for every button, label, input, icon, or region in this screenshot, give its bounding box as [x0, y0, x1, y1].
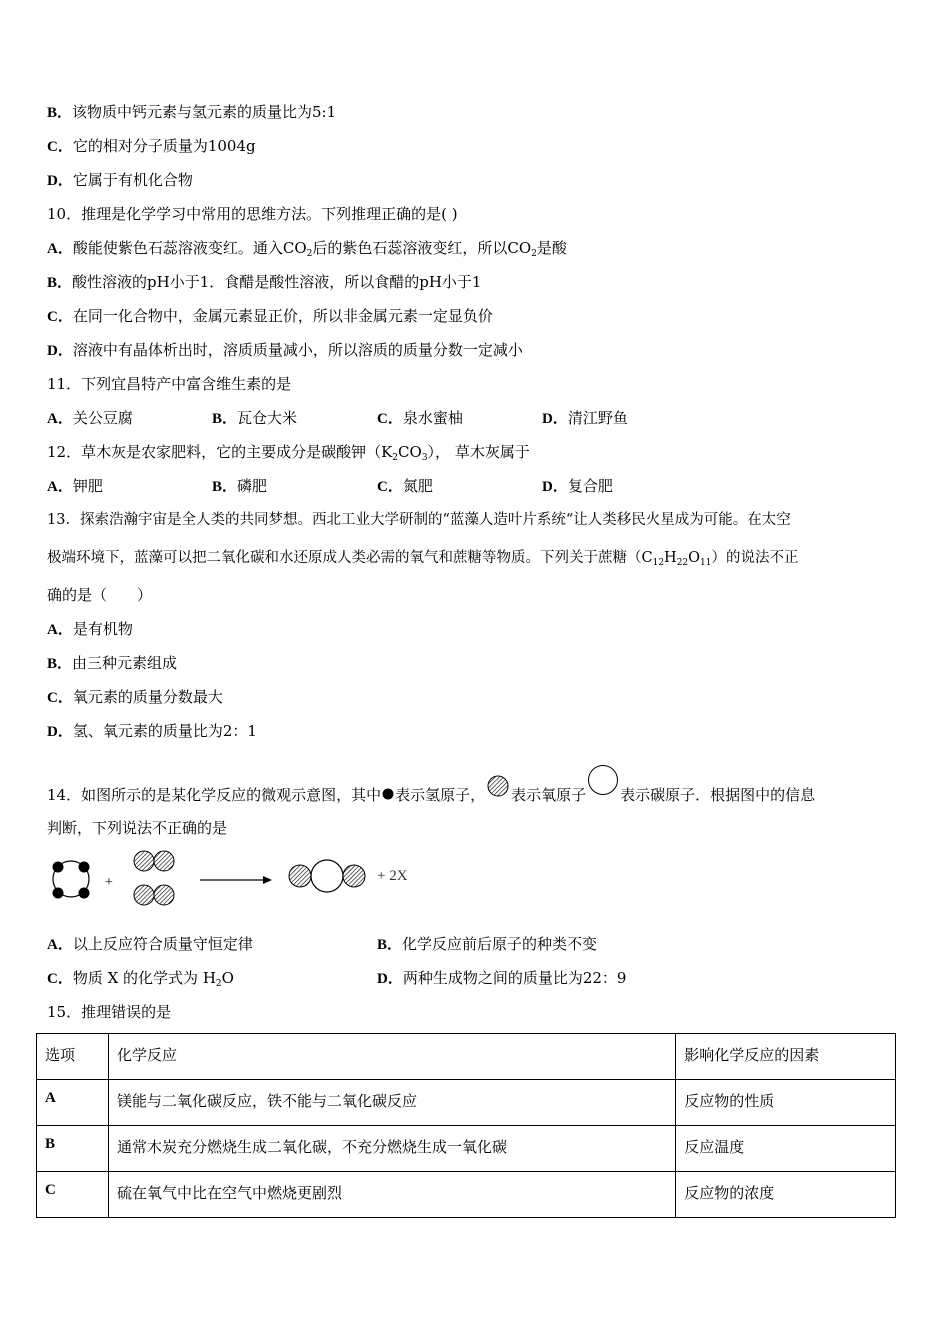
q11-option-c — [377, 408, 463, 429]
q13-stem-line3: 确的是（ ） — [47, 586, 153, 604]
text-part: 后的紫色石蕊溶液变红，所以CO — [312, 239, 532, 257]
option-label: C． — [377, 411, 403, 427]
methane-molecule — [53, 861, 90, 899]
q10-option-a — [47, 238, 567, 259]
q12-option-d — [542, 476, 613, 497]
text-part: ）， 草木灰属于 — [427, 443, 530, 461]
text-part: 表示碳原子．根据图中的信息 — [620, 786, 816, 804]
oxygen-atom-icon — [485, 774, 511, 798]
table-cell-reaction: 镁能与二氧化碳反应，铁不能与二氧化碳反应 — [108, 1080, 675, 1126]
oxygen-molecules — [134, 851, 174, 905]
option-text: 两种生成物之间的质量比为22：9 — [402, 969, 627, 987]
option-label: D． — [47, 724, 73, 740]
product-2x-label: + 2X — [377, 868, 408, 884]
table-header-cell: 影响化学反应的因素 — [676, 1034, 896, 1080]
text-part: H — [664, 550, 677, 566]
hydrogen-atom-icon — [381, 787, 395, 801]
option-text: 该物质中钙元素与氢元素的质量比为5:1 — [72, 103, 337, 121]
q13-option-b — [47, 653, 177, 674]
q11-option-b — [212, 408, 297, 429]
q12-option-b — [212, 476, 267, 497]
q11-option-a — [47, 408, 133, 429]
option-label: C． — [47, 139, 73, 155]
option-text: 氮肥 — [402, 477, 433, 495]
option-label: A． — [47, 937, 73, 953]
option-label: B． — [212, 411, 238, 427]
option-text: 钾肥 — [72, 477, 103, 495]
subscript: 11 — [700, 558, 712, 568]
option-text: 关公豆腐 — [72, 409, 133, 427]
q10-option-b — [47, 272, 481, 293]
q14-stem-line2: 判断，下列说法不正确的是 — [47, 819, 228, 837]
table-row — [37, 1080, 896, 1126]
option-label: D． — [47, 173, 73, 189]
reaction-arrow — [200, 876, 272, 884]
text-part: ）的说法不正 — [711, 550, 799, 566]
q15-stem: 15．推理错误的是 — [47, 1003, 172, 1021]
plus-sign: + — [105, 875, 113, 890]
q13-option-d — [47, 721, 257, 742]
q12-option-c — [377, 476, 433, 497]
table-row — [37, 1172, 896, 1218]
option-text: 是有机物 — [72, 620, 133, 638]
option-label: D． — [542, 479, 568, 495]
q15-table — [36, 1033, 896, 1218]
option-label: C． — [377, 479, 403, 495]
q13-stem-line2 — [47, 548, 799, 568]
option-text: 它属于有机化合物 — [72, 171, 193, 189]
option-label: A． — [47, 479, 73, 495]
option-label: C． — [47, 971, 73, 987]
table-cell-option: B — [37, 1126, 109, 1172]
q9-option-b — [47, 102, 336, 123]
option-label: B． — [212, 479, 238, 495]
subscript: 2 — [531, 249, 537, 259]
table-header-row — [37, 1034, 896, 1080]
option-text: 它的相对分子质量为1004g — [72, 137, 256, 155]
reaction-diagram-svg — [40, 845, 440, 915]
option-text: 以上反应符合质量守恒定律 — [72, 935, 253, 953]
q11-stem: 11．下列宜昌特产中富含维生素的是 — [47, 375, 292, 393]
text-part: 酸能使紫色石蕊溶液变红。通入CO — [72, 239, 307, 257]
option-text: 由三种元素组成 — [72, 654, 178, 672]
table-cell-factor: 反应物的浓度 — [676, 1172, 896, 1218]
option-label: D． — [542, 411, 568, 427]
option-text: 磷肥 — [237, 477, 268, 495]
table-cell-reaction: 通常木炭充分燃烧生成二氧化碳，不充分燃烧生成一氧化碳 — [108, 1126, 675, 1172]
subscript: 2 — [215, 979, 222, 989]
table-cell-factor: 反应温度 — [676, 1126, 896, 1172]
option-label: A． — [47, 241, 73, 257]
option-label: B． — [47, 656, 73, 672]
text-part: 表示氧原子 — [511, 786, 587, 804]
q13-option-a — [47, 619, 133, 640]
q14-option-b — [377, 934, 597, 955]
text-part: 12．草木灰是农家肥料，它的主要成分是碳酸钾（K — [47, 443, 393, 461]
subscript: 2 — [392, 453, 399, 463]
option-text: 瓦仓大米 — [237, 409, 298, 427]
table-header-cell: 选项 — [37, 1034, 109, 1080]
q10-option-c — [47, 306, 493, 327]
option-label: B． — [47, 275, 73, 291]
q10-option-d — [47, 340, 523, 361]
option-text: 氧元素的质量分数最大 — [72, 688, 223, 706]
q13-stem-line1: 13．探索浩瀚宇宙是全人类的共同梦想。西北工业大学研制的“蓝藻人造叶片系统“让人类移民火星成为可能。在太空 — [47, 512, 791, 528]
table-cell-option: C — [37, 1172, 109, 1218]
subscript: 12 — [652, 558, 665, 568]
text-part: 表示氢原子， — [395, 786, 486, 804]
option-label: C． — [47, 309, 73, 325]
q14-option-d — [377, 968, 626, 989]
text-part: CO — [398, 443, 422, 461]
table-cell-option: A — [37, 1080, 109, 1126]
option-text: 复合肥 — [567, 477, 613, 495]
option-label: D． — [377, 971, 403, 987]
option-label: B． — [47, 105, 73, 121]
option-text: 酸性溶液的pH小于1．食醋是酸性溶液，所以食醋的pH小于1 — [72, 273, 482, 291]
option-text: 溶液中有晶体析出时，溶质质量减小，所以溶质的质量分数一定减小 — [72, 341, 523, 359]
table-cell-reaction: 硫在氧气中比在空气中燃烧更剧烈 — [108, 1172, 675, 1218]
q14-stem-line1 — [47, 764, 815, 809]
option-text: 清江野鱼 — [567, 409, 628, 427]
table-header-cell: 化学反应 — [108, 1034, 675, 1080]
q9-option-d — [47, 170, 193, 191]
text-part: 极端环境下，蓝藻可以把二氧化碳和水还原成人类必需的氧气和蔗糖等物质。下列关于蔗糖（C — [47, 550, 653, 566]
text-part: 物质 X 的化学式为 H — [72, 969, 216, 987]
subscript: 22 — [676, 558, 689, 568]
option-label: C． — [47, 690, 73, 706]
text-part: 14．如图所示的是某化学反应的微观示意图，其中 — [47, 786, 382, 804]
q14-option-a — [47, 934, 253, 955]
q13-option-c — [47, 687, 223, 708]
table-cell-factor: 反应物的性质 — [676, 1080, 896, 1126]
subscript: 2 — [306, 249, 313, 259]
option-text: 氢、氧元素的质量比为2：1 — [72, 722, 257, 740]
option-label: B． — [377, 937, 403, 953]
text-part: O — [688, 550, 701, 566]
q14-option-c — [47, 968, 234, 989]
subscript: 3 — [421, 453, 428, 463]
q9-option-c — [47, 136, 256, 157]
option-text: 在同一化合物中，金属元素显正价，所以非金属元素一定显负价 — [72, 307, 493, 325]
text-part: 是酸 — [536, 239, 567, 257]
carbon-atom-icon — [586, 764, 620, 796]
option-label: A． — [47, 411, 73, 427]
q11-option-d — [542, 408, 628, 429]
table-row — [37, 1126, 896, 1172]
option-text: 化学反应前后原子的种类不变 — [402, 935, 598, 953]
option-label: D． — [47, 343, 73, 359]
q12-stem — [47, 442, 530, 462]
option-text: 泉水蜜柚 — [402, 409, 463, 427]
text-part: O — [221, 969, 234, 987]
reaction-diagram — [40, 845, 440, 919]
option-label: A． — [47, 622, 73, 638]
carbon-dioxide-molecule — [289, 860, 365, 892]
q10-stem: 10．推理是化学学习中常用的思维方法。下列推理正确的是( ) — [47, 205, 458, 223]
q12-option-a — [47, 476, 103, 497]
